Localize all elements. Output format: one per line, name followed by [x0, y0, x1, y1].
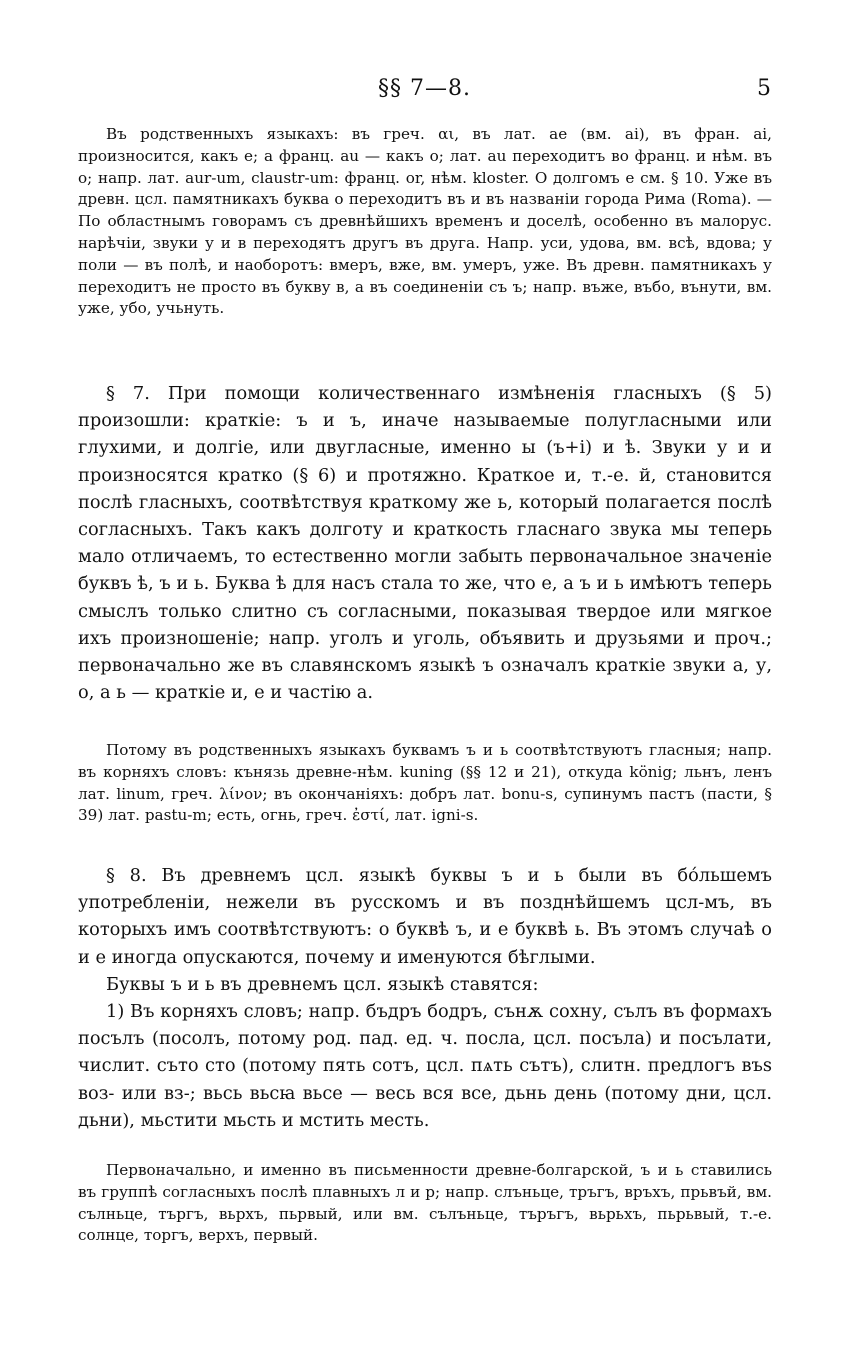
footnote-paragraph: Въ родственныхъ языкахъ: въ греч. αι, въ лат. ae (вм. ai), въ фран. ai, произносится, какъ e; а франц. au — какъ o; лат. au переходитъ во франц. и нѣм. въ o; напр. лат. aur-um, claustr-um: франц. or, нѣм. kloster. О долгомъ e см. § 10. Уже въ древн. цсл. памятникахъ буква о переходитъ въ и въ названіи города Рима (Roma). — По областнымъ говорамъ съ древнѣйшихъ временъ и доселѣ, особенно въ малорус. нарѣчіи, звуки у и в переходятъ другъ въ друга. Напр. уси, удова, вм. всѣ, вдова; у поли — въ полѣ, и наоборотъ: вмеръ, вже, вм. умеръ, уже. Въ древн. памятникахъ у переходитъ не просто въ букву в, а въ соединеніи съ ъ; напр. въже, въбо, вънути, вм. уже, убо, учьнуть.: [78, 125, 772, 318]
footnote-block-2: [78, 740, 772, 827]
section-8: [78, 862, 772, 1134]
section-8-paragraph-2: Буквы ъ и ь въ древнемъ цсл. языкѣ ставятся:: [106, 973, 539, 995]
section-8-paragraph-3: 1) Въ корняхъ словъ; напр. бъдръ бодръ, сънѫ сохну, сълъ въ формахъ посълъ (посолъ, потому род. пад. ед. ч. посла, цсл. посъла) и посълати, числит. съто сто (потому пять сотъ, цсл. пѧть сътъ), слитн. предлогъ въѕ воз- или вз-; вьсь вьсꙗ вьсе — весь вся все, дьнь день (потому дни, цсл. дьни), мьстити мьсть и мстить месть.: [78, 1001, 772, 1131]
section-7: [78, 380, 772, 706]
section-8-paragraph-1: § 8. Въ древнемъ цсл. языкѣ буквы ъ и ь были въ бо́льшемъ употребленіи, нежели въ русскомъ и въ позднѣйшемъ цсл-мъ, въ которыхъ имъ соотвѣтствуютъ: о буквѣ ъ, и е буквѣ ь. Въ этомъ случаѣ о и е иногда опускаются, почему и именуются бѣглыми.: [78, 865, 772, 968]
page-header: [78, 76, 771, 106]
footnote-paragraph: Потому въ родственныхъ языкахъ буквамъ ъ и ь соотвѣтствуютъ гласныя; напр. въ корняхъ словъ: кънязь древне-нѣм. kuning (§§ 12 и 21), откуда könig; льнъ, ленъ лат. linum, греч. λίνον; въ окончаніяхъ: добръ лат. bonu-s, супинумъ пастъ (пасти, § 39) лат. pastu-m; есть, огнь, греч. ἐστί, лат. igni-s.: [78, 741, 772, 825]
running-head: §§ 7—8.: [378, 76, 471, 101]
footnote-block-1: [78, 124, 772, 320]
page-number: 5: [757, 76, 771, 101]
section-7-paragraph: § 7. При помощи количественнаго измѣненія гласныхъ (§ 5) произошли: краткіе: ъ и ъ, иначе называемые полугласными или глухими, и долгіе, или двугласные, именно ы (ъ+і) и ѣ. Звуки у и и произносятся кратко (§ 6) и протяжно. Краткое и, т.-е. й, становится послѣ гласныхъ, соотвѣтствуя краткому же ь, который полагается послѣ согласныхъ. Такъ какъ долготу и краткость гласнаго звука мы теперь мало отличаемъ, то естественно могли забыть первоначальное значеніе буквъ ѣ, ъ и ь. Буква ѣ для насъ стала то же, что е, а ъ и ь имѣютъ теперь смыслъ только слитно съ согласными, показывая твердое или мягкое ихъ произношеніе; напр. уголъ и уголь, объявить и друзьями и проч.; первоначально же въ славянскомъ языкѣ ъ означалъ краткіе звуки а, у, о, а ь — краткіе и, е и частію а.: [78, 383, 772, 704]
footnote-block-3: [78, 1160, 772, 1247]
footnote-paragraph: Первоначально, и именно въ письменности древне-болгарской, ъ и ь ставились въ группѣ согласныхъ послѣ плавныхъ л и р; напр. слъньце, тръгъ, връхъ, прьвъй, вм. сълньце, търгъ, вьрхъ, пьрвый, или вм. сълъньце, търъгъ, вьрьхъ, пьрьвый, т.-е. солнце, торгъ, верхъ, первый.: [78, 1161, 772, 1245]
